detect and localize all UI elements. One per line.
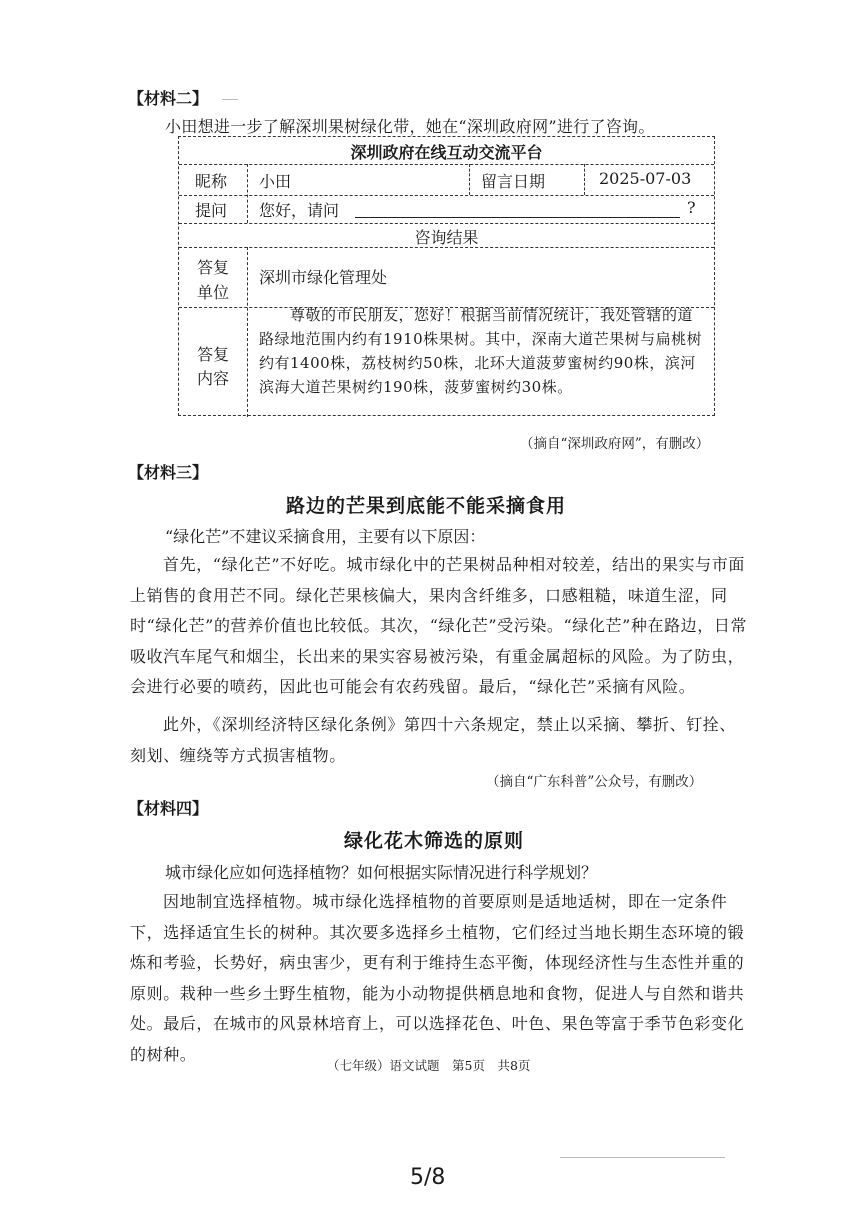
content-label-line2: 内容 xyxy=(197,369,230,388)
table-divider xyxy=(179,164,714,165)
unit-label-line1: 答复 xyxy=(197,258,230,277)
material3-title: 路边的芒果到底能不能采摘食用 xyxy=(286,495,567,517)
reply-content: 尊敬的市民朋友，您好！根据当前情况统计，我处管辖的道路绿地范围内约有1910株果树。其中，深南大道芒果树与扁桃树约有1400株，荔枝树约50株，北环大道菠萝蜜树约90株，滨河滨海大道芒果树约190株，菠萝蜜树约30株。 xyxy=(259,306,703,396)
material4-paragraph-2: 因地制宜选择植物。城市绿化选择植物的首要原则是适地适树，即在一定条件下，选择适宜生长的树种。其次要多选择乡土植物，它们经过当地长期生态环境的锻炼和考验，长势好，病虫害少，更有利于维持生态平衡，体现经济性与生态性并重的原则。栽种一些乡土野生植物，能为小动物提供栖息地和食物，促进人与自然和谐共处。最后，在城市的风景林培育上，可以选择花色、叶色、果色等富于季节色彩变化的树种。 xyxy=(130,892,745,1064)
result-header: 咨询结果 xyxy=(414,228,479,247)
question-blank-line xyxy=(355,217,680,218)
question-end: ? xyxy=(687,198,696,217)
material2-label: 【材料二】 xyxy=(128,89,209,108)
material4-label: 【材料四】 xyxy=(128,799,209,818)
material3-paragraph-3: 此外，《深圳经济特区绿化条例》第四十六条规定，禁止以采摘、攀折、钉拴、刻划、缠绕等方式损害植物。 xyxy=(130,715,737,765)
nickname-label: 昵称 xyxy=(195,172,228,191)
material3-paragraph-2: 首先，“绿化芒”不好吃。城市绿化中的芒果树品种相对较差，结出的果实与市面上销售的食用芒不同。绿化芒果核偏大，果肉含纤维多，口感粗糙，味道生涩，同时“绿化芒”的营养价值也比较低。其次，“绿化芒”受污染。“绿化芒”种在路边，日常吸收汽车尾气和烟尘，长出来的果实容易被污染，有重金属超标的风险。为了防虫，会进行必要的喷药，因此也可能会有农药残留。最后，“绿化芒”采摘有风险。 xyxy=(130,555,748,696)
page-footer-info: （七年级）语文试题 第5页 共8页 xyxy=(327,1058,531,1073)
unit-label-line2: 单位 xyxy=(197,283,230,302)
table-divider xyxy=(247,164,248,223)
material2-intro: 小田想进一步了解深圳果树绿化带，她在“深圳政府网”进行了咨询。 xyxy=(165,117,655,136)
table-divider xyxy=(247,247,248,417)
material2-source: （摘自“深圳政府网”，有删改） xyxy=(520,436,710,452)
table-divider xyxy=(179,195,714,196)
unit-value: 深圳市绿化管理处 xyxy=(259,268,388,287)
table-divider xyxy=(584,164,585,195)
material4-title: 绿化花木筛选的原则 xyxy=(344,830,525,852)
material4-paragraph-1: 城市绿化应如何选择植物？如何根据实际情况进行科学规划？ xyxy=(165,863,598,882)
material3-source: （摘自“广东科普”公众号，有删改） xyxy=(486,774,703,790)
question-label: 提问 xyxy=(195,201,228,220)
consultation-table xyxy=(178,136,715,416)
material3-paragraph-1: “绿化芒”不建议采摘食用，主要有以下原因： xyxy=(165,527,486,546)
date-label: 留言日期 xyxy=(481,172,546,191)
question-prefix: 您好，请问 xyxy=(259,201,340,220)
table-divider xyxy=(179,223,714,224)
scan-mark xyxy=(222,99,238,100)
material3-label: 【材料三】 xyxy=(128,463,209,482)
page-number: 5/8 xyxy=(410,1165,446,1190)
table-divider xyxy=(469,164,470,195)
nickname-value: 小田 xyxy=(259,172,292,191)
scan-mark xyxy=(560,1157,725,1158)
date-value: 2025-07-03 xyxy=(599,169,692,188)
content-label-line1: 答复 xyxy=(197,345,230,364)
table-title: 深圳政府在线互动交流平台 xyxy=(350,143,543,162)
